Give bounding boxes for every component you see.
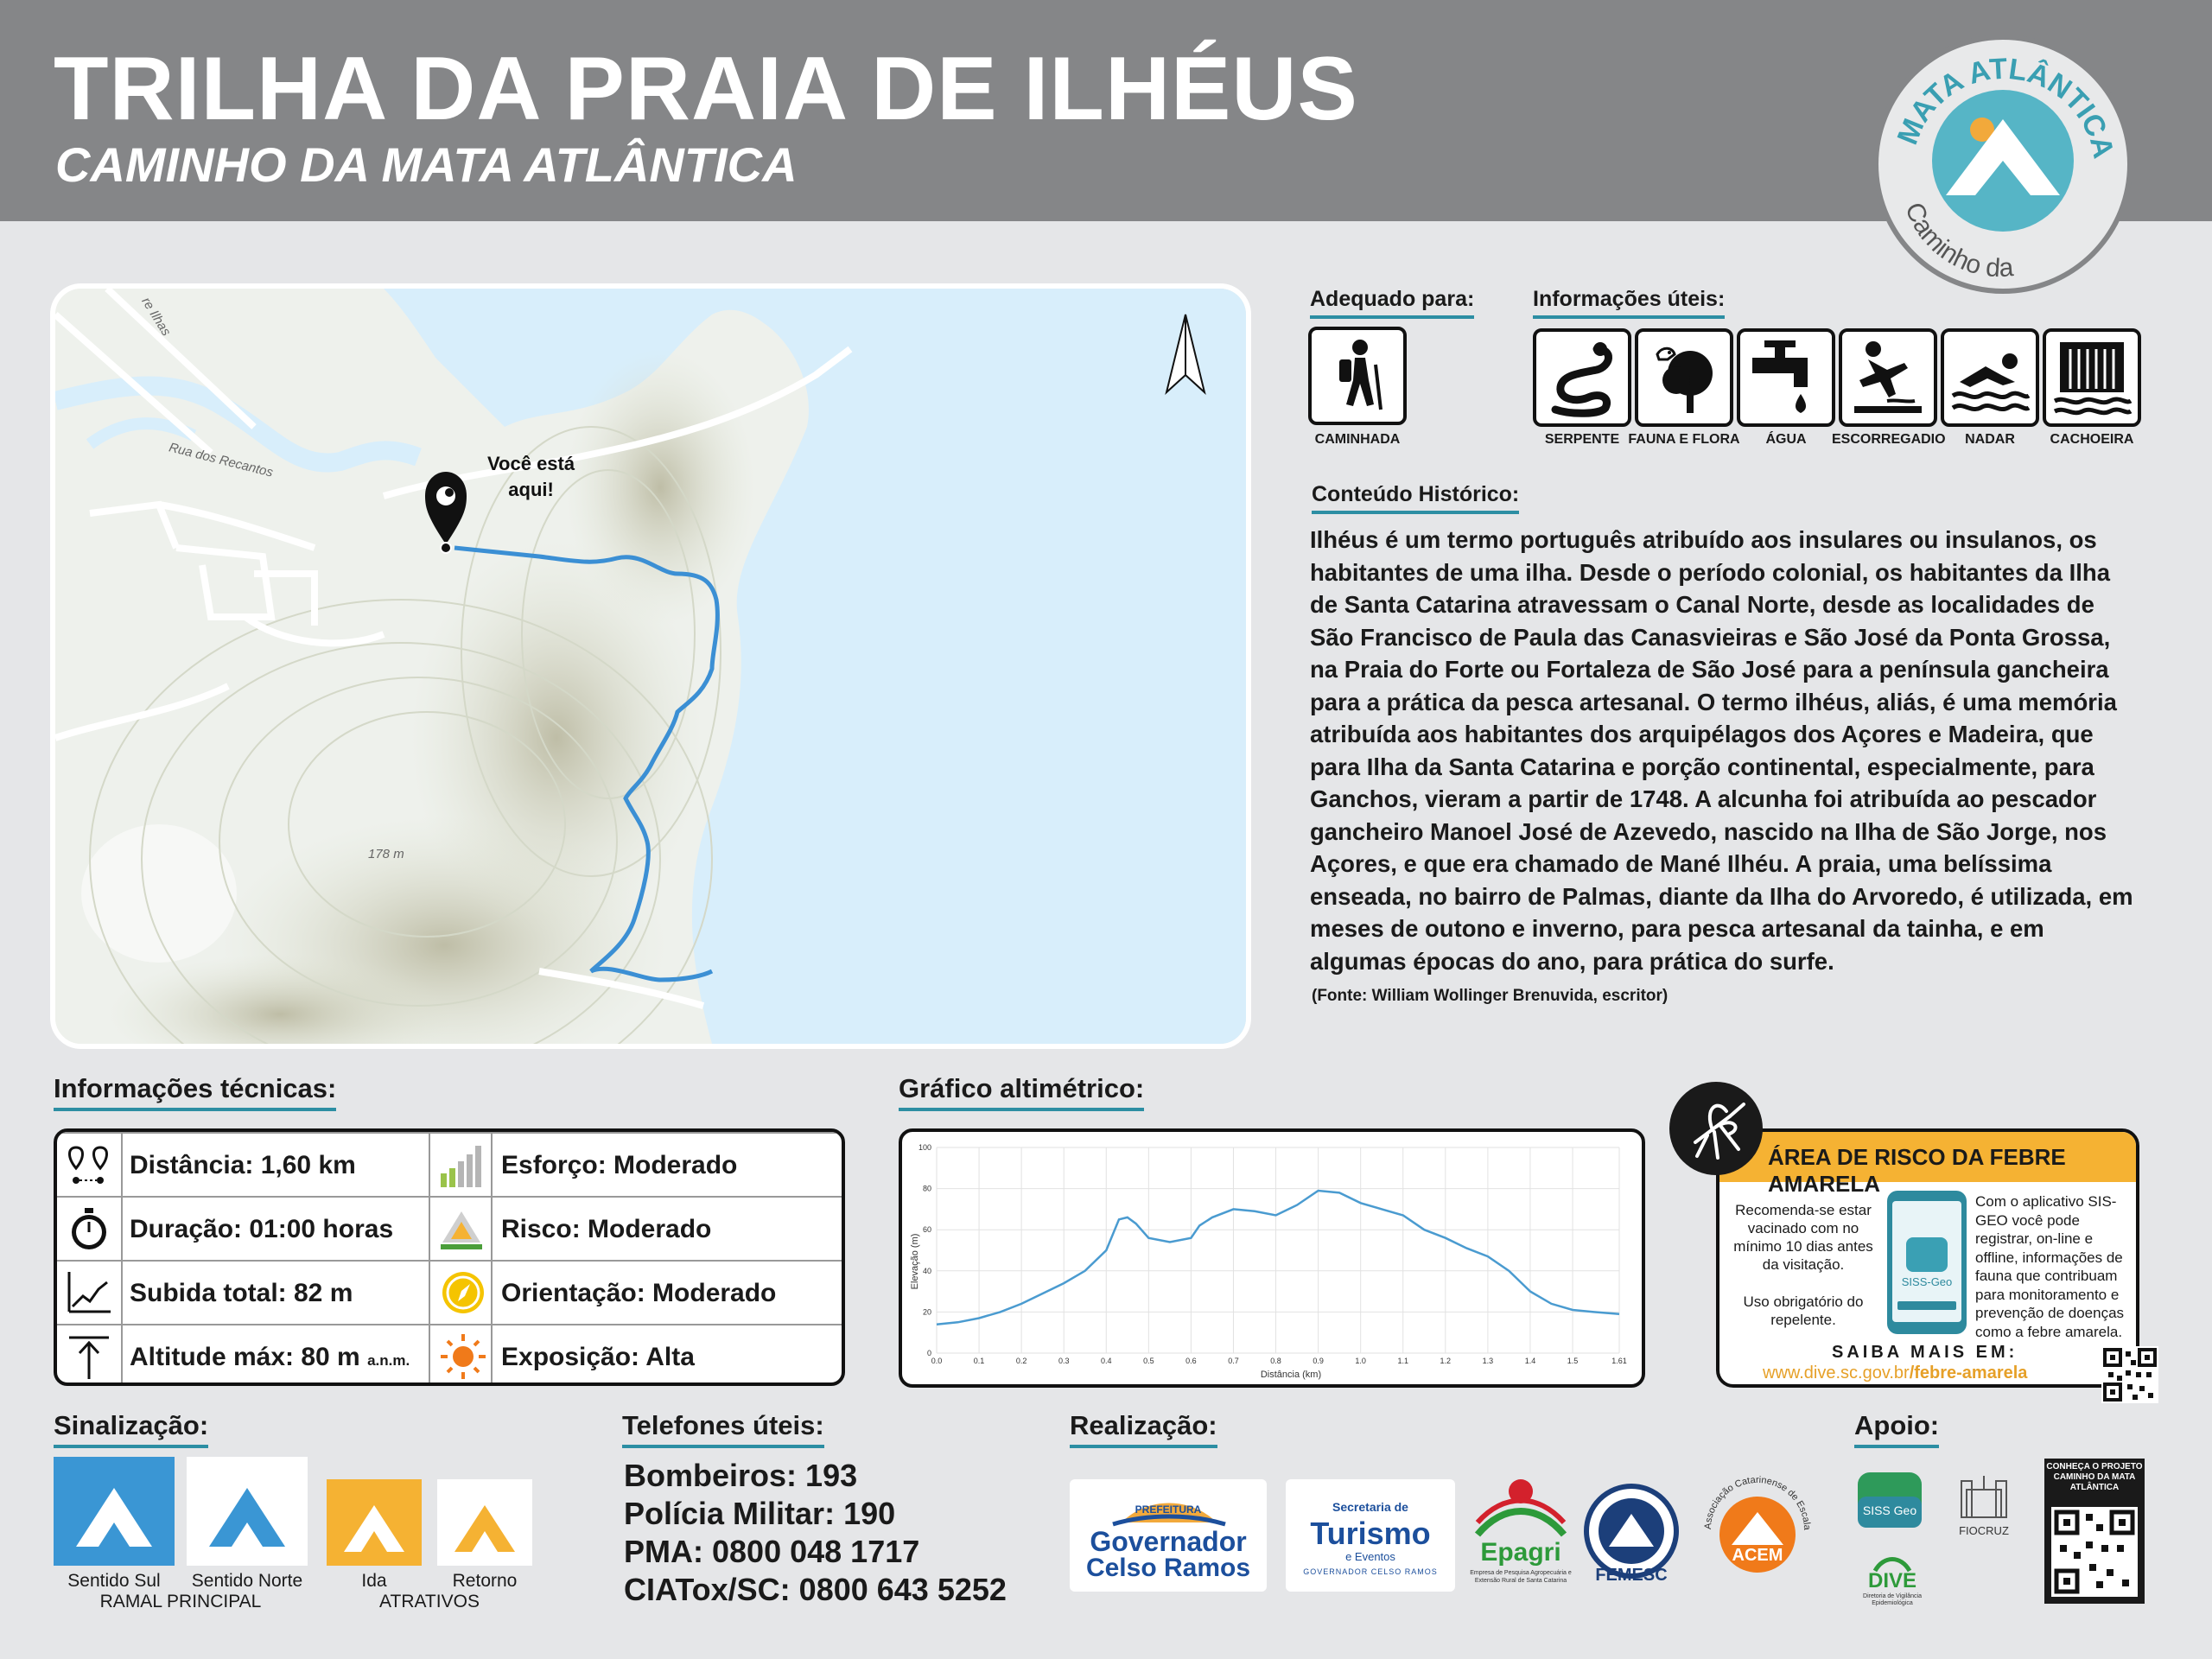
swim-icon (1941, 328, 2039, 427)
yellow-fever-link-domain: www.dive.sc.gov.br (1763, 1363, 1910, 1382)
info-label-snake: SERPENTE (1544, 432, 1620, 447)
useful-info-heading: Informações úteis: (1533, 287, 1725, 319)
tech-info-table (54, 1128, 845, 1386)
distance-icon (64, 1142, 114, 1189)
snake-icon (1533, 328, 1631, 427)
fever-qr-code[interactable] (2101, 1346, 2158, 1403)
yellow-fever-link[interactable] (1763, 1363, 2027, 1383)
signage-heading: Sinalização: (54, 1410, 208, 1448)
altitude-icon (66, 1332, 112, 1382)
phone-row-firefighters: Bombeiros: 193 (624, 1458, 858, 1493)
history-text: Ilhéus é um termo português atribuído aos insulares ou insulanos, os habitantes de uma ilha. Desde o período colonial, os habitantes da Ilha de Santa Catarina atravessam o Canal Norte, desde as localidades de São Francisco de Paula das Canasvieiras e São José da Ponta Grossa, na Praia do Forte ou Fortaleza de São José para a península gancheira para a prática da pesca artesanal. O termo ilhéus, aliás, é uma memória atribuída aos habitantes dos arquipélagos dos Açores e Madeira, que para Ilha da Santa Catarina e porção continental, especialmente, para Ganchos, vieram a partir de 1748. A alcunha foi atribuída ao pescador gancheiro Manoel José de Azevedo, nascido na Ilha de São Jorge, nos Açores, e que era chamado de Mané Ilhéu. A praia, uma belíssima enseada, no bairro de Palmas, diante da Ilha do Arvoredo, é utilizada, em meses de outono e inverno, para pesca artesanal da tainha, e em algumas épocas do ano, para prática do surfe. (1310, 526, 2133, 975)
prefeitura-small-text: PREFEITURA (1135, 1503, 1202, 1516)
street-label-recantos: Rua dos Recantos (167, 440, 275, 480)
chart-x-tick: 0.4 (1101, 1357, 1112, 1365)
climb-chart-icon (64, 1268, 114, 1317)
chart-y-tick: 100 (918, 1143, 931, 1152)
map-graphic (55, 289, 1246, 1044)
fauna-flora-icon (1635, 328, 1733, 427)
phone-number-pma[interactable]: 0800 048 1717 (712, 1534, 920, 1569)
yellow-fever-box (1716, 1128, 2139, 1388)
sissgeo-logo (1858, 1472, 1922, 1528)
acem-ring-text: Associação Catarinense de Escala (1702, 1474, 1813, 1530)
fiocruz-logo (1949, 1472, 2018, 1541)
chart-x-tick: 0.9 (1313, 1357, 1324, 1365)
yellow-fever-header (1719, 1132, 2136, 1197)
turismo-line-1: Secretaria de (1332, 1500, 1408, 1514)
project-line-2: CAMINHO DA MATA (2053, 1472, 2136, 1482)
street-label-ilhas: re Ilhas (138, 295, 174, 339)
yellow-fever-link-path: /febre-amarela (1909, 1363, 2028, 1382)
sign-north-label: Sentido Norte (191, 1571, 303, 1591)
chart-x-tick: 1.4 (1524, 1357, 1536, 1365)
chart-x-tick: 0.8 (1270, 1357, 1281, 1365)
chart-y-tick: 20 (922, 1307, 931, 1317)
elevation-label: 178 m (368, 847, 404, 861)
acem-text: ACEM (1732, 1546, 1783, 1565)
chart-x-tick: 0.2 (1015, 1357, 1027, 1365)
apoio-heading: Apoio: (1854, 1410, 1939, 1448)
chart-y-tick: 80 (922, 1184, 931, 1193)
history-source: (Fonte: William Wollinger Brenuvida, escritor) (1312, 987, 1669, 1005)
logo-graphic (1878, 40, 2127, 289)
tech-heading: Informações técnicas: (54, 1073, 336, 1111)
project-qr-panel[interactable] (2044, 1459, 2145, 1604)
epagri-text: Epagri (1480, 1538, 1561, 1567)
chart-y-tick: 40 (922, 1266, 931, 1275)
compass-icon (439, 1268, 487, 1317)
page-subtitle: CAMINHO DA MATA ATLÂNTICA (55, 137, 798, 192)
prefeitura-logo (1070, 1479, 1267, 1592)
yellow-fever-vaccine-text: Recomenda-se estar vacinado com no mínimo 10 dias antes da visitação. (1733, 1202, 1873, 1273)
femesc-text: FEMESC (1595, 1566, 1668, 1585)
sign-go-icon (327, 1479, 422, 1566)
slippery-icon (1839, 328, 1937, 427)
sign-south-icon (54, 1457, 175, 1566)
phone-number-firefighters[interactable]: 193 (805, 1458, 858, 1493)
prefeitura-line-2: Celso Ramos (1085, 1554, 1251, 1582)
tech-altitude: Altitude máx: 80 m (130, 1343, 360, 1371)
sign-back-icon (437, 1479, 532, 1566)
sign-main-label: RAMAL PRINCIPAL (99, 1592, 262, 1611)
femesc-logo (1583, 1483, 1680, 1595)
tech-duration: Duração: 01:00 horas (130, 1215, 394, 1243)
info-label-waterfall: CACHOEIRA (2050, 432, 2134, 447)
page-title: TRILHA DA PRAIA DE ILHÉUS (54, 39, 1358, 139)
dive-subtext: Diretoria de Vigilância Epidemiológica (1863, 1593, 1922, 1606)
tech-orientation: Orientação: Moderado (501, 1279, 777, 1307)
sign-attractions-label: ATRATIVOS (379, 1592, 480, 1611)
fiocruz-text: FIOCRUZ (1959, 1524, 2009, 1537)
prefeitura-line-1: Governador (1090, 1526, 1247, 1557)
chart-x-tick: 1.2 (1440, 1357, 1452, 1365)
suitable-heading: Adequado para: (1310, 287, 1474, 319)
info-label-slippery: ESCORREGADIO (1832, 432, 1946, 447)
turismo-logo (1286, 1479, 1455, 1592)
chart-x-tick: 0.7 (1228, 1357, 1239, 1365)
waterfall-icon (2043, 328, 2141, 427)
phones-list (624, 1457, 1007, 1609)
trail-map[interactable] (50, 283, 1251, 1049)
project-qr-code (2051, 1507, 2138, 1597)
turismo-line-4: GOVERNADOR CELSO RAMOS (1303, 1567, 1438, 1576)
phone-row-police: Polícia Militar: 190 (624, 1496, 896, 1531)
hiker-icon (1308, 327, 1407, 425)
chart-x-tick: 1.1 (1397, 1357, 1409, 1365)
project-line-1: CONHEÇA O PROJETO (2046, 1462, 2143, 1471)
sign-back-label: Retorno (452, 1571, 518, 1591)
sign-go-label: Ida (361, 1571, 387, 1591)
tech-altitude-unit: a.n.m. (367, 1352, 410, 1369)
altimetry-chart (899, 1128, 1645, 1388)
sign-south-label: Sentido Sul (67, 1571, 161, 1591)
yellow-fever-repellent-text: Uso obrigatório do repelente. (1743, 1294, 1864, 1328)
info-label-swim: NADAR (1965, 432, 2015, 447)
stopwatch-icon (66, 1205, 112, 1253)
chart-y-label: Elevação (m) (910, 1233, 920, 1290)
yellow-fever-app-text: Com o aplicativo SIS-GEO você pode registrar, on-line e offline, informações de fauna que contribuam para monitoramento e prevenção de doenças como a febre amarela. (1975, 1193, 2125, 1340)
tech-exposure: Exposição: Alta (501, 1343, 695, 1371)
phones-heading: Telefones úteis: (622, 1410, 824, 1448)
you-are-here-label (487, 451, 575, 503)
phone-number-police[interactable]: 190 (843, 1496, 896, 1531)
tech-row-4 (57, 1324, 842, 1386)
sign-north-icon (187, 1457, 308, 1566)
sissgeo-text: SISS Geo (1862, 1503, 1917, 1517)
epagri-subtext: Empresa de Pesquisa Agropecuária e Extensão Rural de Santa Catarina (1470, 1570, 1572, 1584)
acem-logo (1694, 1465, 1821, 1604)
phone-row-pma: PMA: 0800 048 1717 (624, 1534, 920, 1569)
tech-risk: Risco: Moderado (501, 1215, 712, 1243)
phone-app-icon (1884, 1189, 1970, 1336)
tech-effort: Esforço: Moderado (501, 1151, 738, 1179)
phone-number-ciatox[interactable]: 0800 643 5252 (798, 1572, 1007, 1607)
epagri-logo (1469, 1478, 1573, 1597)
mosquito-icon (1669, 1082, 1763, 1175)
dive-text: DIVE (1867, 1569, 1916, 1592)
tech-row-2 (57, 1196, 842, 1260)
chart-x-label: Distância (km) (1260, 1370, 1322, 1380)
info-label-water: ÁGUA (1765, 432, 1807, 447)
chart-x-tick: 1.3 (1482, 1357, 1494, 1365)
chart-x-tick: 0.6 (1185, 1357, 1197, 1365)
chart-y-tick: 60 (922, 1225, 931, 1235)
project-line-3: ATLÂNTICA (2069, 1483, 2120, 1492)
chart-x-tick: 1.61 (1611, 1357, 1627, 1365)
tech-row-1 (57, 1132, 842, 1196)
info-label-fauna-flora: FAUNA E FLORA (1628, 432, 1740, 447)
suitable-label-hiking: CAMINHADA (1314, 432, 1401, 447)
chart-y-tick: 0 (926, 1349, 931, 1357)
dive-logo (1858, 1552, 1927, 1604)
logo-text-bottom: Caminho da (1899, 198, 2015, 283)
chart-x-tick: 0.3 (1058, 1357, 1070, 1365)
chart-x-tick: 0.0 (931, 1357, 943, 1365)
turismo-line-2: Turismo (1310, 1516, 1431, 1551)
chart-x-tick: 0.1 (973, 1357, 985, 1365)
logo-text-top: MATA ATLÂNTICA (1891, 52, 2120, 162)
realizacao-heading: Realização: (1070, 1410, 1217, 1448)
you-are-here-line-1: Você está (487, 453, 575, 474)
tech-row-3 (57, 1260, 842, 1324)
altimetry-chart-svg (902, 1132, 1642, 1384)
sun-exposure-icon (439, 1332, 487, 1381)
you-are-here-line-2: aqui! (508, 479, 554, 500)
elevation-line (937, 1191, 1619, 1325)
yellow-fever-more: SAIBA MAIS EM: (1832, 1343, 2018, 1362)
app-name-label: SISS-Geo (1901, 1275, 1953, 1288)
risk-icon (437, 1206, 486, 1253)
yellow-fever-title: ÁREA DE RISCO DA FEBRE AMARELA (1768, 1144, 2066, 1197)
water-tap-icon (1737, 328, 1835, 427)
altimetry-heading: Gráfico altimétrico: (899, 1073, 1144, 1111)
history-heading: Conteúdo Histórico: (1312, 482, 1519, 514)
chart-x-tick: 0.5 (1143, 1357, 1154, 1365)
chart-x-tick: 1.0 (1355, 1357, 1366, 1365)
phone-row-ciatox: CIATox/SC: 0800 643 5252 (624, 1572, 1007, 1607)
turismo-line-3: e Eventos (1345, 1550, 1395, 1563)
tech-climb: Subida total: 82 m (130, 1279, 353, 1307)
effort-icon (437, 1142, 486, 1189)
mata-atlantica-logo (1873, 35, 2133, 294)
chart-x-tick: 1.5 (1567, 1357, 1579, 1365)
tech-distance: Distância: 1,60 km (130, 1151, 356, 1179)
